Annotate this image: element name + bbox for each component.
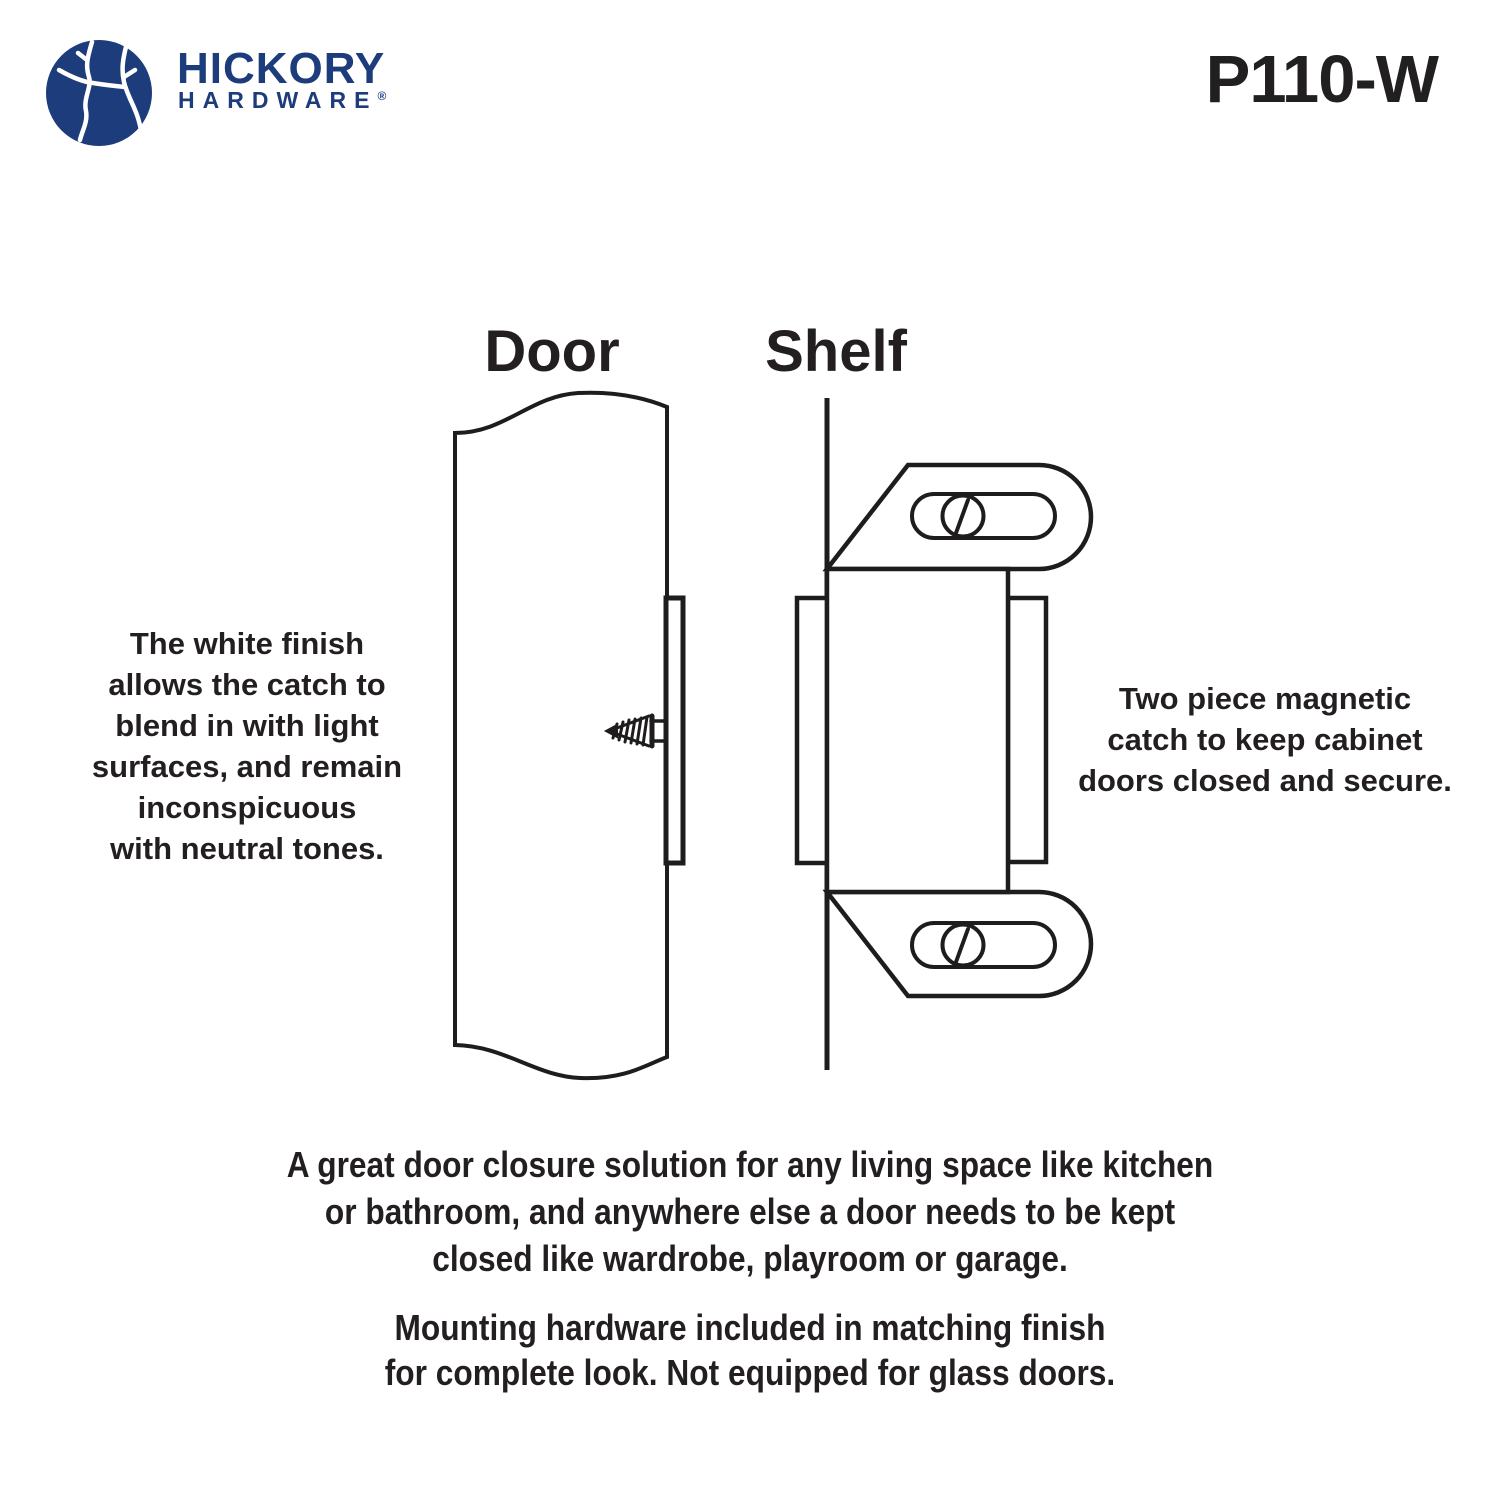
brand-subname	[178, 89, 386, 112]
note-line: The white finish	[129, 626, 365, 661]
left-note	[35, 623, 459, 869]
strike-plate	[666, 598, 683, 863]
door-label: Door	[484, 319, 620, 384]
note-line: surfaces, and remain	[91, 749, 403, 784]
footer-paragraph-1	[90, 1141, 1410, 1282]
paragraph-line: Mounting hardware included in matching finish	[394, 1307, 1106, 1348]
note-line: inconspicuous	[137, 790, 357, 825]
note-line: doors closed and secure.	[1078, 763, 1452, 798]
note-line: catch to keep cabinet	[1107, 722, 1423, 757]
product-code: P110-W	[1205, 42, 1438, 117]
technical-diagram	[420, 370, 1160, 1110]
catch-front-plate	[797, 598, 827, 863]
brand-subname-text: HARDWARE	[178, 87, 378, 113]
shelf-label: Shelf	[765, 319, 907, 384]
note-line: with neutral tones.	[110, 831, 384, 866]
paragraph-line: for complete look. Not equipped for glass doors.	[384, 1352, 1116, 1393]
catch-back-plate	[1008, 598, 1046, 862]
hickory-branch-logo-icon	[45, 37, 153, 147]
note-line: Two piece magnetic	[1118, 681, 1412, 716]
paragraph-line: closed like wardrobe, playroom or garage.	[432, 1238, 1068, 1279]
right-note	[1053, 678, 1477, 801]
catch-body	[827, 569, 1008, 892]
brand-name: HICKORY	[177, 44, 386, 93]
paragraph-line: A great door closure solution for any living space like kitchen	[286, 1144, 1214, 1185]
logo-circle	[46, 40, 152, 146]
note-line: allows the catch to	[108, 667, 386, 702]
registered-trademark: ®	[377, 89, 387, 103]
footer-paragraph-2	[90, 1305, 1410, 1395]
door-outline	[455, 393, 667, 1078]
paragraph-line: or bathroom, and anywhere else a door needs to be kept	[324, 1191, 1176, 1232]
note-line: blend in with light	[115, 708, 379, 743]
